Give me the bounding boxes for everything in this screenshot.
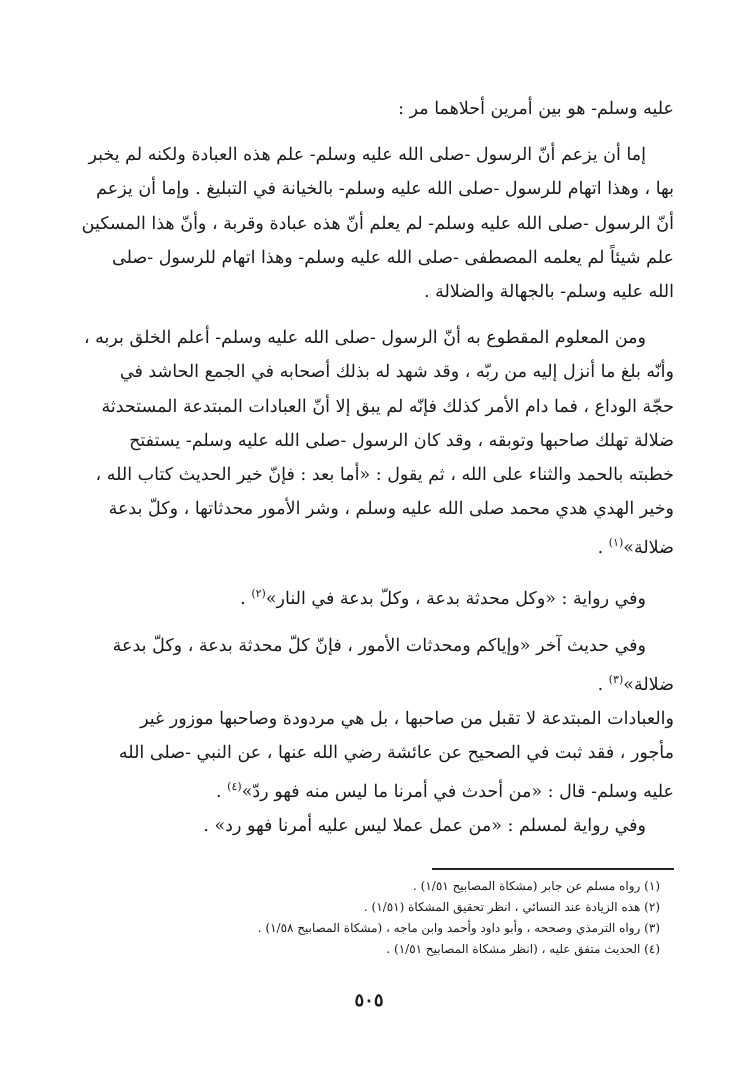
text-line: عليه وسلم- هو بين أمرين أحلاهما مر : xyxy=(398,99,674,119)
text-line: عليه وسلم- قال : «من أحدث في أمرنا ما ليس منه فهو ردّ»$^{(٤)}$ . xyxy=(216,780,674,802)
footnote: (٣) رواه الترمذي وصححه ، وأبو داود وأحمد وابن ماجه ، (مشكاة المصابيح ١/٥٨) . xyxy=(257,921,660,935)
line-text: ضلالة» xyxy=(623,674,674,695)
line-text: وفي رواية : «وكل محدثة بدعة ، وكلّ بدعة في النار» xyxy=(265,589,646,610)
text-line: وفي رواية : «وكل محدثة بدعة ، وكلّ بدعة في النار»$^{(٢)}$ . xyxy=(240,587,646,610)
text-line: ومن المعلوم المقطوع به أنّ الرسول -صلى الله عليه وسلم- أعلم الخلق بربه ، xyxy=(83,328,646,349)
footnote: (١) رواه مسلم عن جابر (مشكاة المصابيح ١/٥١) . xyxy=(413,879,660,893)
footnote-ref[interactable]: (٤) xyxy=(227,780,242,794)
footnote-ref[interactable]: (٢) xyxy=(251,587,266,601)
footnote-ref[interactable]: (١) xyxy=(608,536,624,550)
text-line: وأنّه بلغ ما أنزل إليه من ربّه ، وقد شهد له بذلك أصحابه في الجمع الحاشد في xyxy=(119,362,674,383)
text-line: حجّة الوداع ، فما دام الأمر كذلك فإنّه لم يبق إلا أنّ العبادات المبتدعة المستحدثة xyxy=(101,396,674,417)
text-line: إما أن يزعم أنّ الرسول -صلى الله عليه وسلم- علم هذه العبادة ولكنه لم يخبر xyxy=(88,145,646,166)
footnote: (٤) الحديث متفق عليه ، (انظر مشكاة المصابيح ١/٥١) . xyxy=(386,942,660,956)
text-line: ضلالة»$^{(٣)}$ . xyxy=(597,672,674,695)
text-line: خطبته بالحمد والثناء على الله ، ثم يقول : «أما بعد : فإنّ خير الحديث كتاب الله ، xyxy=(95,465,674,486)
footnote-ref[interactable]: (٣) xyxy=(608,672,624,686)
text-line: أنّ الرسول -صلى الله عليه وسلم- لم يعلم أنّ هذه عبادة وقربة ، وأنّ هذا المسكين xyxy=(81,213,674,234)
line-text: ضلالة» xyxy=(623,538,674,559)
footnotes xyxy=(100,876,660,960)
text-line: بها ، وهذا اتهام للرسول -صلى الله عليه وسلم- بالخيانة في التبليغ . وإما أن يزعم xyxy=(96,179,674,200)
text-line: علم شيئاً لم يعلمه المصطفى -صلى الله عليه وسلم- وهذا اتهام للرسول -صلى xyxy=(112,247,674,268)
text-line: ضلالة»$^{(١)}$ . xyxy=(597,536,674,559)
text-line: وفي حديث آخر «وإياكم ومحدثات الأمور ، فإنّ كلّ محدثة بدعة ، وكلّ بدعة xyxy=(112,635,646,656)
body-text xyxy=(34,92,674,843)
text-line: وفي رواية لمسلم : «من عمل عملا ليس عليه أمرنا فهو رد» . xyxy=(203,816,646,837)
text-line: وخير الهدي هدي محمد صلى الله عليه وسلم ، وشر الأمور محدثاتها ، وكلّ بدعة xyxy=(108,499,674,520)
footnote: (٢) هذه الزيادة عند النسائي ، انظر تحقيق المشكاة (١/٥١) . xyxy=(363,900,660,914)
text-line: ضلالة تهلك صاحبها وتوبقه ، وقد كان الرسول -صلى الله عليه وسلم- يستفتح xyxy=(129,430,674,451)
text-line: الله عليه وسلم- بالجهالة والضلالة . xyxy=(423,282,674,303)
line-text: عليه وسلم- قال : «من أحدث في أمرنا ما ليس منه فهو ردّ» xyxy=(241,781,674,802)
text-line: والعبادات المبتدعة لا تقبل من صاحبها ، بل هي مردودة وصاحبها موزور غير xyxy=(140,708,674,729)
page-number: ٥٠٥ xyxy=(354,990,384,1011)
text-line: مأجور ، فقد ثبت في الصحيح عن عائشة رضي الله عنها ، عن النبي -صلى الله xyxy=(118,742,674,763)
footnote-separator xyxy=(432,868,674,870)
